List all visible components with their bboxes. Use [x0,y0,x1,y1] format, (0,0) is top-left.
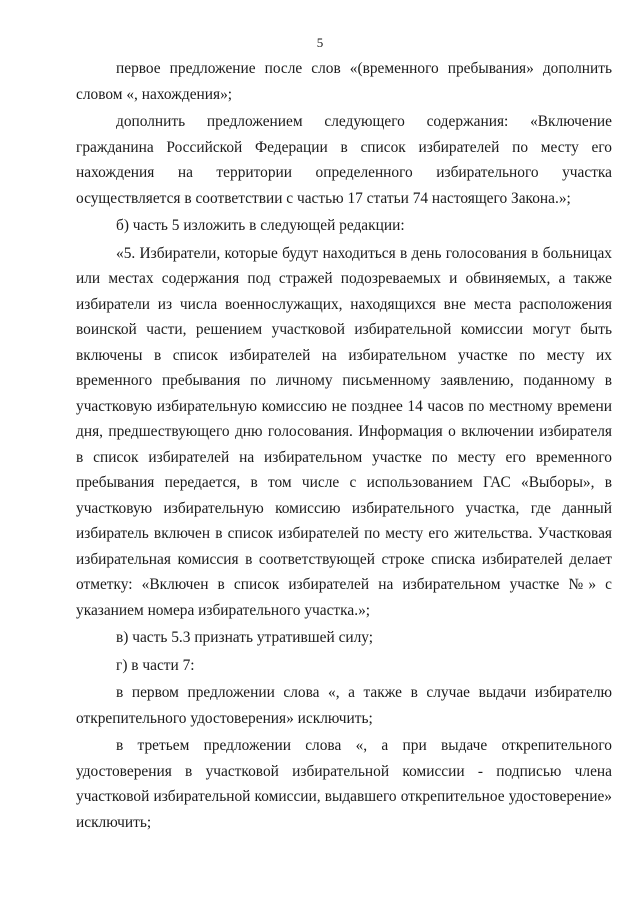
page-number: 5 [316,35,324,50]
document-body [76,56,612,835]
paragraph-1: первое предложение после слов «(временного пребывания» дополнить словом «, нахождения»; [76,60,612,103]
paragraph-8: в третьем предложении слова «, а при выдаче открепительного удостоверения в участковой избирательной комиссии - подписью члена участковой избирательной комиссии, выдавшего открепительное удостоверение» исключить; [76,737,612,831]
paragraph-4: «5. Избиратели, которые будут находиться в день голосования в больницах или местах содержания под стражей подозреваемых и обвиняемых, а также избиратели из числа военнослужащих, находящихся вне места расположения воинской части, решением участковой избирательной комиссии могут быть включены в список избирателей на избирательном участке по месту их временного пребывания по личному письменному заявлению, поданному в участковую избирательную комиссию не позднее 14 часов по местному времени дня, предшествующего дню голосования. Информация о включении избирателя в список избирателей на избирательном участке по месту его временного пребывания передается, в том числе с использованием ГАС «Выборы», в участковую избирательную комиссию избирательного участка, где данный избиратель включен в список избирателей по месту его жительства. Участковая избирательная комиссия в соответствующей строке списка избирателей делает отметку: «Включен в список избирателей на избирательном участке №» с указанием номера избирательного участка.»; [76,244,612,619]
paragraph-5: в) часть 5.3 признать утратившей силу; [116,629,374,646]
paragraph-2: дополнить предложением следующего содержания: «Включение гражданина Российской Федерации в список избирателей по месту его нахождения на территории определенного избирательного участка осуществляется в соответствии с частью 17 статьи 74 настоящего Закона.»; [76,113,612,207]
paragraph-7: в первом предложении слова «, а также в случае выдачи избирателю открепительного удостоверения» исключить; [76,684,612,727]
paragraph-6: г) в части 7: [116,656,195,674]
paragraph-3: б) часть 5 изложить в следующей редакции: [116,217,405,234]
